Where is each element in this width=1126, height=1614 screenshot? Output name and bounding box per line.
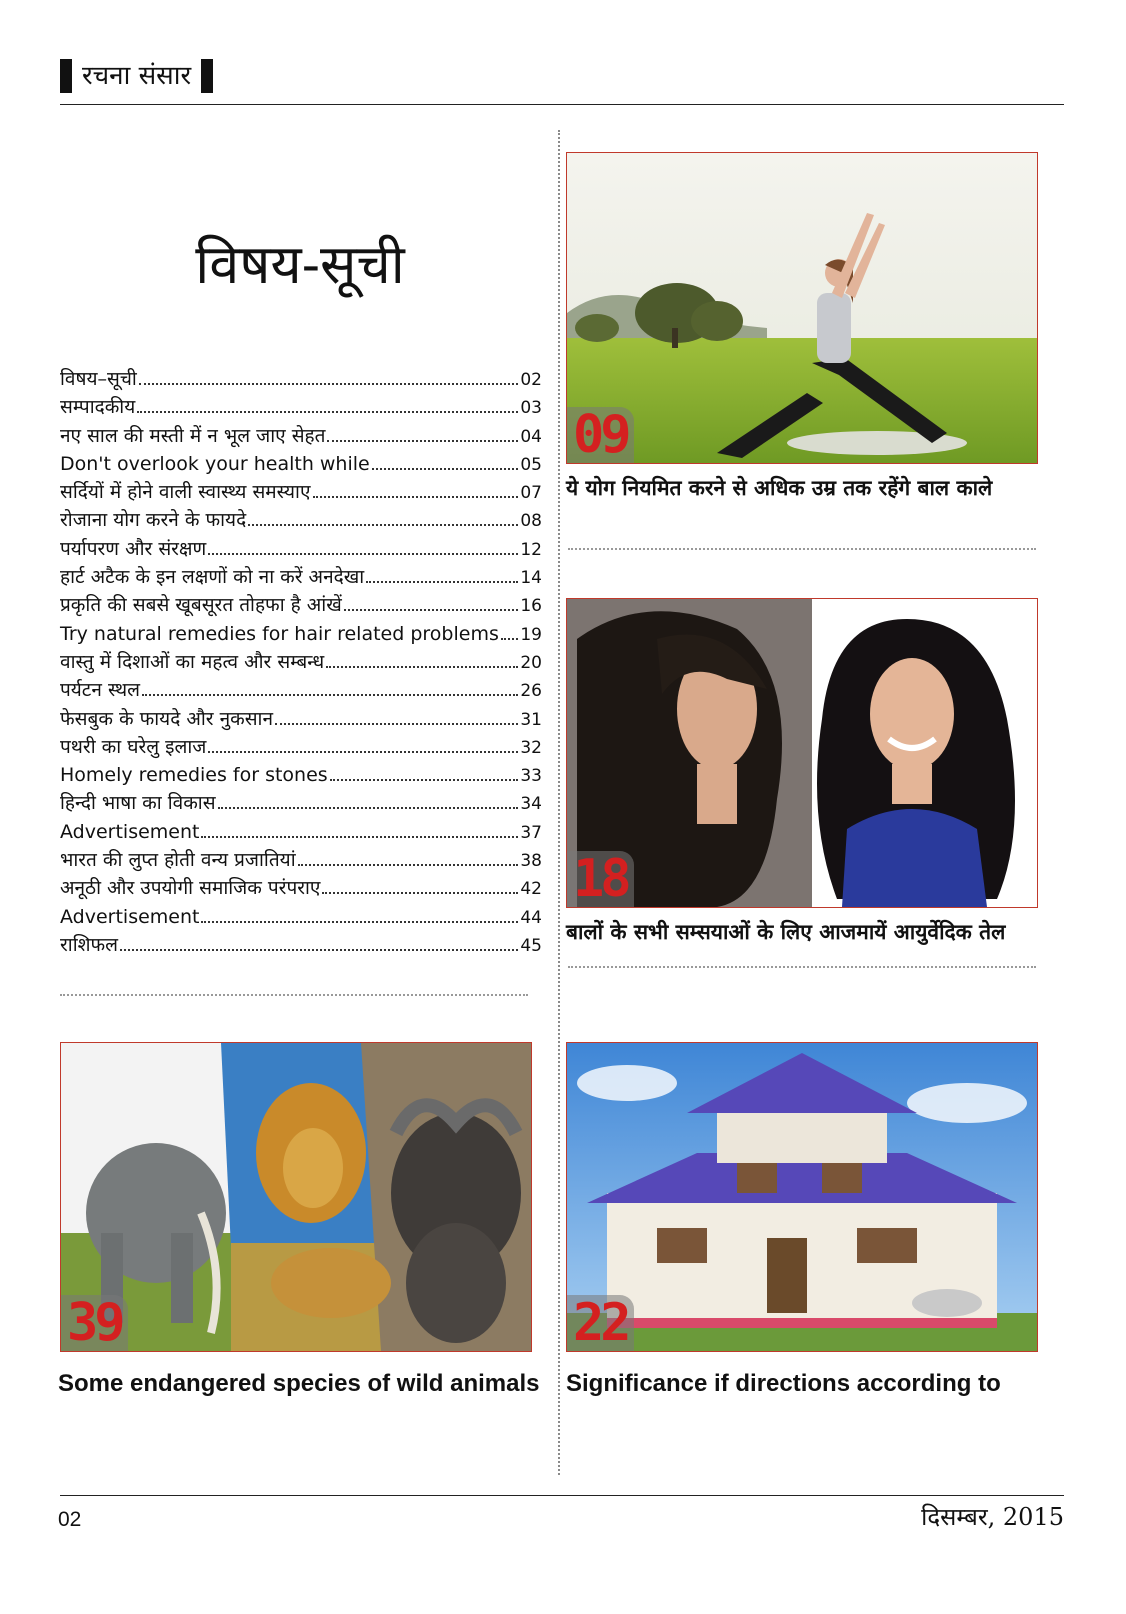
toc-entry-page: 04: [520, 426, 542, 447]
toc-entry-title: रोजाना योग करने के फायदे: [60, 509, 247, 532]
toc-entry[interactable]: [60, 818, 542, 846]
yoga-caption[interactable]: ये योग नियमित करने से अधिक उम्र तक रहेंगे बाल काले: [566, 475, 993, 500]
toc-entry[interactable]: [60, 648, 542, 676]
toc-entry[interactable]: [60, 365, 542, 393]
toc-dot-leader: [327, 440, 518, 442]
toc-dot-leader: [208, 751, 518, 753]
toc-entry-title: प्रकृति की सबसे खूबसूरत तोहफा है आंखें: [60, 594, 342, 617]
toc-entry-page: 34: [520, 794, 542, 815]
toc-entry-page: 16: [520, 596, 542, 617]
house-page-badge: 22: [567, 1295, 634, 1351]
toc-dot-leader: [322, 892, 518, 894]
toc-entry-title: Advertisement: [60, 820, 200, 843]
toc-entry-page: 14: [520, 568, 542, 589]
toc-entry[interactable]: [60, 591, 542, 619]
toc-dot-leader: [275, 723, 518, 725]
toc-entry-page: 37: [520, 822, 542, 843]
toc-entry-title: फेसबुक के फायदे और नुकसान: [60, 707, 274, 730]
toc-dot-leader: [137, 411, 518, 413]
magazine-title: रचना संसार: [82, 61, 192, 91]
issue-date: दिसम्बर, 2015: [921, 1503, 1064, 1531]
toc-entry[interactable]: [60, 620, 542, 648]
toc-entry[interactable]: [60, 931, 542, 959]
toc-dot-leader: [326, 666, 518, 668]
toc-entry-title: भारत की लुप्त होती वन्य प्रजातियां: [60, 849, 296, 872]
toc-entry-page: 33: [520, 766, 542, 787]
magazine-header: [60, 56, 213, 96]
toc-entry[interactable]: [60, 705, 542, 733]
toc-dot-leader: [313, 496, 519, 498]
toc-dot-leader: [366, 581, 518, 583]
toc-entry-page: 42: [520, 879, 542, 900]
toc-dot-leader: [120, 949, 518, 951]
toc-entry-page: 02: [520, 370, 542, 390]
separator-left: [60, 994, 528, 996]
yoga-illustration: [567, 153, 1037, 463]
toc-entry[interactable]: [60, 874, 542, 902]
animals-feature-image[interactable]: [60, 1042, 532, 1352]
toc-entry[interactable]: [60, 506, 542, 534]
footer-rule: [60, 1495, 1064, 1496]
toc-dot-leader: [208, 553, 518, 555]
toc-entry-title: पर्यापरण और संरक्षण: [60, 537, 207, 560]
toc-entry-title: विषय–सूची: [60, 368, 137, 390]
animals-page-badge: 39: [61, 1295, 128, 1351]
toc-entry-title: पर्यटन स्थल: [60, 679, 141, 702]
toc-entry[interactable]: [60, 761, 542, 789]
animals-caption[interactable]: Some endangered species of wild animals: [58, 1370, 540, 1397]
hair-illustration: [567, 599, 1037, 907]
toc-entry[interactable]: [60, 563, 542, 591]
toc-entry-title: सम्पादकीय: [60, 396, 136, 419]
toc-entry-title: Don't overlook your health while: [60, 452, 370, 475]
toc-entry-title: नए साल की मस्ती में न भूल जाए सेहत: [60, 424, 326, 447]
house-caption[interactable]: Significance if directions according to: [566, 1370, 1001, 1397]
toc-entry-title: सर्दियों में होने वाली स्वास्थ्य समस्याए: [60, 481, 311, 504]
toc-dot-leader: [201, 836, 518, 838]
toc-entry-page: 38: [520, 851, 542, 872]
header-left-bar: [60, 59, 72, 93]
toc-dot-leader: [330, 779, 519, 781]
toc-dot-leader: [142, 694, 518, 696]
contents-title: विषय-सूची: [195, 233, 405, 296]
toc-entry[interactable]: [60, 903, 542, 931]
hair-page-badge: 18: [567, 851, 634, 907]
toc-entry-page: 12: [520, 539, 542, 560]
yoga-page-badge: 09: [567, 407, 634, 463]
toc-entry-page: 07: [520, 483, 542, 504]
toc-entry-page: 03: [520, 398, 542, 419]
toc-entry[interactable]: [60, 478, 542, 506]
separator-hair: [568, 966, 1036, 968]
toc-entry-page: 45: [520, 935, 542, 956]
yoga-feature-image[interactable]: [566, 152, 1038, 464]
toc-entry-title: हार्ट अटैक के इन लक्षणों को ना करें अनदेखा: [60, 566, 365, 589]
toc-entry-page: 05: [520, 454, 542, 475]
toc-dot-leader: [218, 807, 519, 809]
animals-illustration: [61, 1043, 531, 1351]
toc-dot-leader: [344, 609, 519, 611]
toc-entry[interactable]: [60, 676, 542, 704]
house-illustration: [567, 1043, 1037, 1351]
toc-entry[interactable]: [60, 393, 542, 421]
header-rule: [60, 104, 1064, 105]
toc-entry-title: वास्तु में दिशाओं का महत्व और सम्बन्ध: [60, 650, 325, 673]
toc-entry[interactable]: [60, 450, 542, 478]
toc-entry[interactable]: [60, 422, 542, 450]
toc-entry-title: हिन्दी भाषा का विकास: [60, 792, 216, 815]
toc-dot-leader: [248, 524, 518, 526]
toc-entry-title: Try natural remedies for hair related problems: [60, 622, 499, 645]
toc-entry-title: Advertisement: [60, 905, 200, 928]
page-number: 02: [58, 1508, 82, 1531]
toc-entry[interactable]: [60, 535, 542, 563]
toc-entry-title: पथरी का घरेलु इलाज: [60, 735, 207, 758]
separator-yoga: [568, 548, 1036, 550]
column-divider: [558, 130, 560, 1475]
table-of-contents: [60, 365, 542, 959]
toc-entry-title: Homely remedies for stones: [60, 764, 328, 787]
toc-entry-page: 31: [520, 709, 542, 730]
toc-entry-title: राशिफल: [60, 933, 119, 956]
house-feature-image[interactable]: [566, 1042, 1038, 1352]
toc-entry-page: 26: [520, 681, 542, 702]
toc-entry[interactable]: [60, 733, 542, 761]
toc-dot-leader: [139, 383, 519, 385]
hair-feature-image[interactable]: [566, 598, 1038, 908]
toc-entry-page: 44: [520, 907, 542, 928]
toc-dot-leader: [201, 921, 518, 923]
toc-entry-page: 08: [520, 511, 542, 532]
toc-entry-page: 20: [520, 652, 542, 673]
toc-entry-page: 19: [520, 624, 542, 645]
toc-dot-leader: [501, 638, 519, 640]
toc-entry[interactable]: [60, 846, 542, 874]
header-right-bar: [201, 59, 213, 93]
hair-caption[interactable]: बालों के सभी सम्सयाओं के लिए आजमायें आयुर्वेदिक तेल: [566, 919, 1006, 944]
toc-entry[interactable]: [60, 789, 542, 817]
toc-dot-leader: [372, 468, 519, 470]
toc-entry-page: 32: [520, 737, 542, 758]
toc-entry-title: अनूठी और उपयोगी समाजिक परंपराए: [60, 877, 321, 900]
toc-dot-leader: [298, 864, 519, 866]
